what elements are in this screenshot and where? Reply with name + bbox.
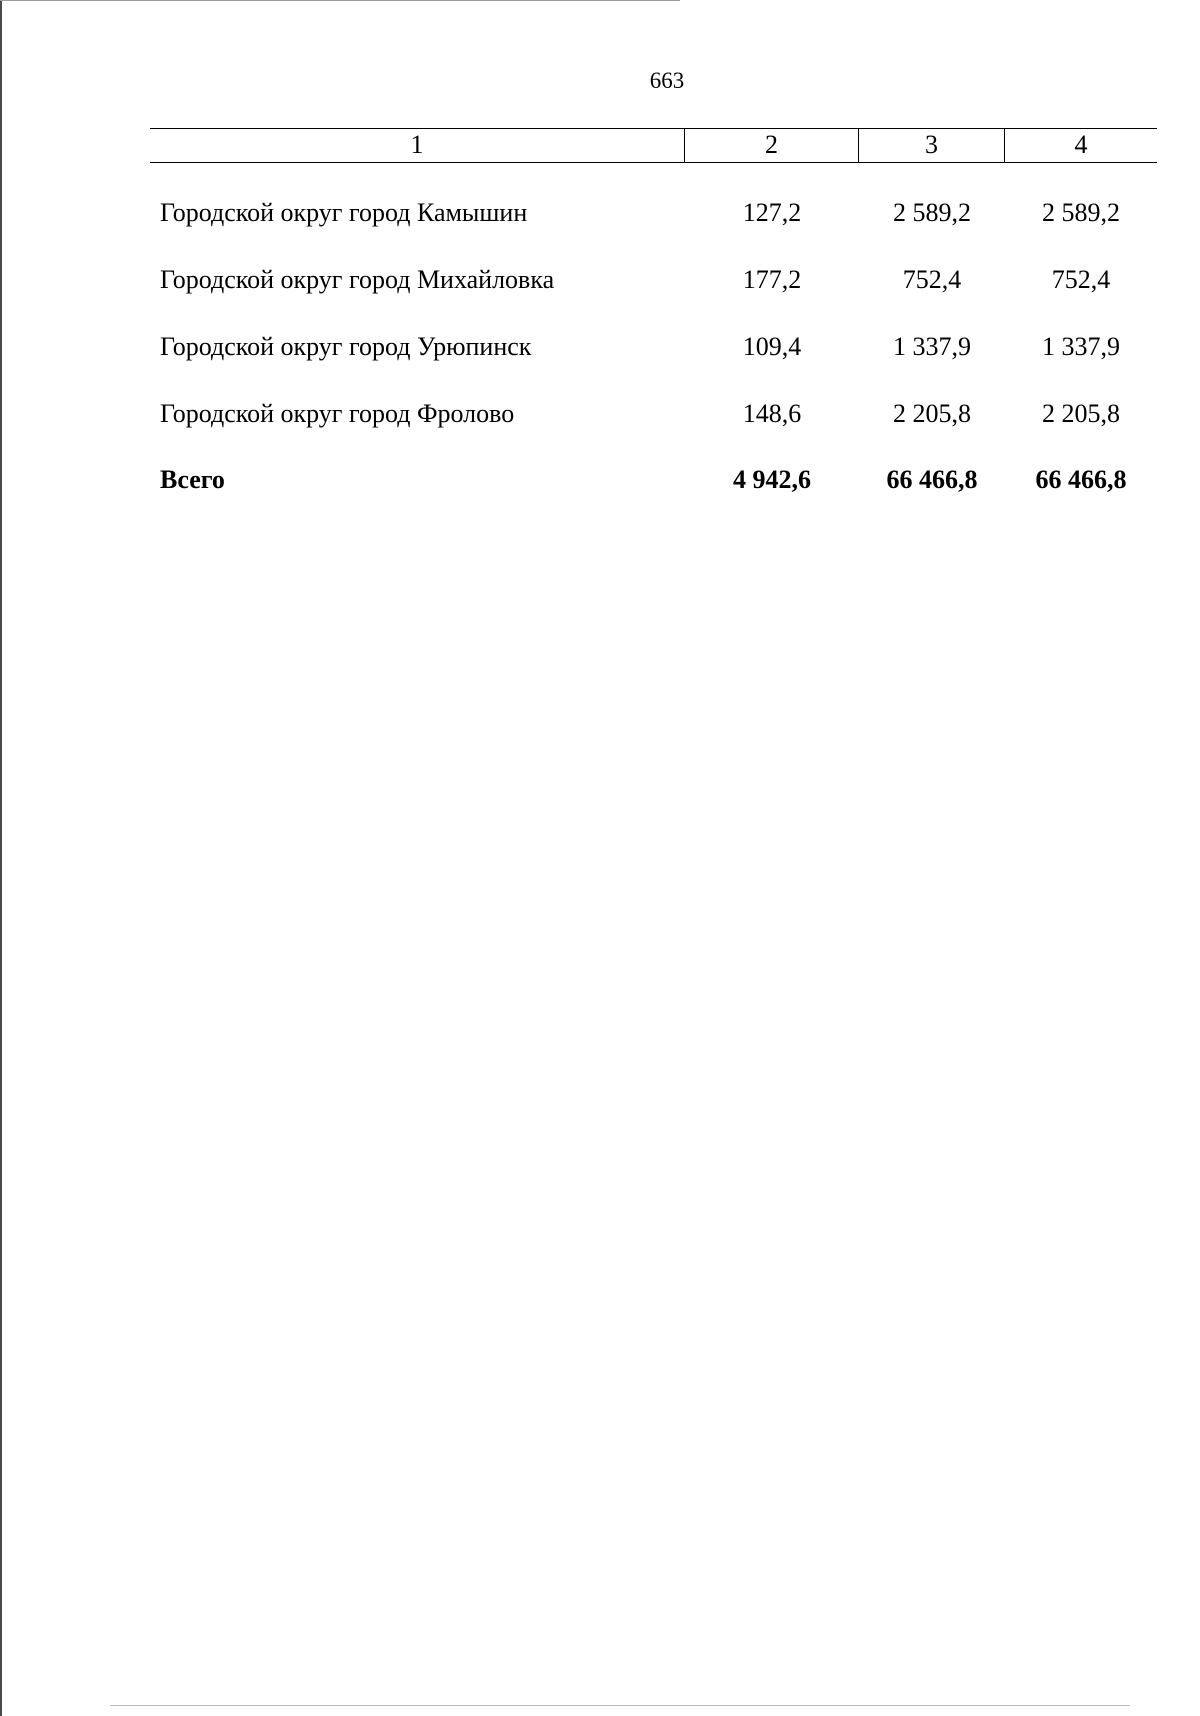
scan-edge-left: [0, 0, 2, 1716]
row-value-col2: 127,2: [742, 198, 802, 227]
table-row: [150, 330, 1157, 364]
total-value-col2: 4 942,6: [733, 465, 811, 494]
row-value-col3: 1 337,9: [893, 332, 971, 361]
scan-edge-bottom: [110, 1705, 1130, 1706]
row-name: Городской округ город Урюпинск: [160, 332, 532, 361]
total-label: Всего: [160, 465, 225, 494]
column-header-2: 2: [685, 129, 859, 162]
scan-edge-top: [0, 0, 680, 1]
row-value-col4: 2 205,8: [1042, 399, 1120, 428]
page-number: 663: [649, 68, 685, 93]
row-value-col4: 1 337,9: [1042, 332, 1120, 361]
row-value-col2: 177,2: [742, 265, 802, 294]
row-value-col2: 148,6: [742, 399, 802, 428]
row-value-col3: 752,4: [902, 265, 962, 294]
table-header-row: [150, 128, 1157, 163]
row-name: Городской округ город Камышин: [160, 198, 528, 227]
table-row: [150, 196, 1157, 230]
row-value-col4: 752,4: [1051, 265, 1111, 294]
column-header-3: 3: [859, 129, 1005, 162]
total-value-col4: 66 466,8: [1035, 465, 1127, 494]
table-row: [150, 397, 1157, 431]
total-value-col3: 66 466,8: [886, 465, 978, 494]
row-name: Городской округ город Фролово: [160, 399, 515, 428]
row-value-col2: 109,4: [742, 332, 802, 361]
column-header-1: 1: [150, 129, 685, 162]
table-total-row: [150, 463, 1157, 497]
table-row: [150, 263, 1157, 297]
row-value-col4: 2 589,2: [1042, 198, 1120, 227]
row-name: Городской округ город Михайловка: [160, 265, 555, 294]
row-value-col3: 2 205,8: [893, 399, 971, 428]
column-header-4: 4: [1074, 130, 1088, 159]
row-value-col3: 2 589,2: [893, 198, 971, 227]
